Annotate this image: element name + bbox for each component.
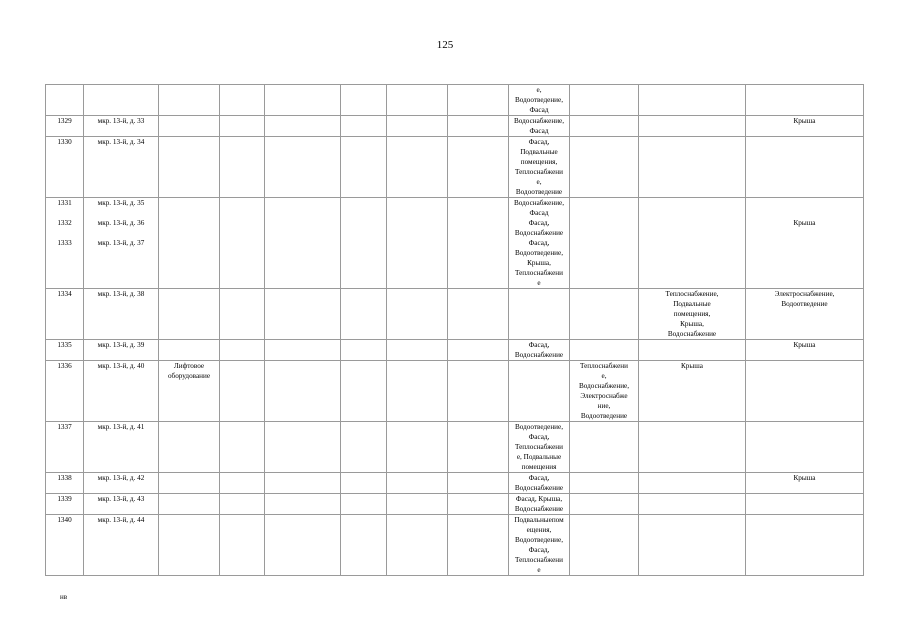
lift-equipment-cell [159,494,220,515]
works-cell-b [570,422,639,473]
empty-cell [265,494,341,515]
works-cell-a: Водоснабжение, Фасад [509,116,570,137]
works-cell-a [509,361,570,422]
empty-cell [265,361,341,422]
empty-cell [341,361,387,422]
works-cell-d: Крыша [746,198,864,289]
lift-equipment-cell [159,116,220,137]
empty-cell [265,116,341,137]
repair-schedule-table [45,84,864,576]
address-cell [84,85,159,116]
table-row [46,137,864,198]
empty-cell [448,494,509,515]
works-cell-a: Водоотведение, Фасад, Теплоснабжени е, Подвальные помещения [509,422,570,473]
works-cell-a: Фасад, Подвальные помещения, Теплоснабжени е, Водоотведение [509,137,570,198]
works-cell-b [570,198,639,289]
row-number: 1334 [46,289,84,340]
works-cell-d [746,494,864,515]
row-number: 1338 [46,473,84,494]
works-cell-d [746,515,864,576]
empty-cell [387,361,448,422]
works-cell-c [639,85,746,116]
works-cell-c [639,422,746,473]
table-row [46,473,864,494]
address-cell: мкр. 13-й, д. 33 [84,116,159,137]
lift-equipment-cell [159,85,220,116]
table-row [46,198,864,289]
empty-cell [387,198,448,289]
works-cell-b [570,515,639,576]
works-cell-c [639,137,746,198]
row-number [46,85,84,116]
empty-cell [448,198,509,289]
works-cell-d: Крыша [746,116,864,137]
empty-cell [341,198,387,289]
table-row [46,361,864,422]
works-cell-a [509,289,570,340]
empty-cell [387,473,448,494]
empty-cell [220,361,265,422]
works-cell-a: Водоснабжение, Фасад Фасад, Водоснабжение Фасад, Водоотведение, Крыша, Теплоснабжени е [509,198,570,289]
works-cell-c [639,198,746,289]
address-cell: мкр. 13-й, д. 43 [84,494,159,515]
lift-equipment-cell [159,289,220,340]
works-cell-d [746,85,864,116]
works-cell-b [570,473,639,494]
empty-cell [220,422,265,473]
page-number: 125 [436,39,454,51]
lift-equipment-cell: Лифтовое оборудование [159,361,220,422]
works-cell-b [570,116,639,137]
empty-cell [341,137,387,198]
table-row [46,422,864,473]
empty-cell [341,116,387,137]
works-cell-d [746,422,864,473]
works-cell-b [570,494,639,515]
table-row [46,515,864,576]
works-cell-b [570,85,639,116]
lift-equipment-cell [159,473,220,494]
table-body [46,85,864,576]
empty-cell [448,116,509,137]
works-cell-c [639,494,746,515]
empty-cell [265,515,341,576]
empty-cell [387,289,448,340]
empty-cell [387,340,448,361]
empty-cell [387,515,448,576]
works-cell-d: Электроснабжение, Водоотведение [746,289,864,340]
works-cell-a: Подвальныепом ещения, Водоотведение, Фасад, Теплоснабжени е [509,515,570,576]
works-cell-a: Фасад, Водоснабжение [509,340,570,361]
empty-cell [220,85,265,116]
address-cell: мкр. 13-й, д. 34 [84,137,159,198]
lift-equipment-cell [159,198,220,289]
works-cell-c [639,473,746,494]
lift-equipment-cell [159,422,220,473]
empty-cell [220,116,265,137]
empty-cell [448,361,509,422]
empty-cell [220,515,265,576]
works-cell-a: Фасад, Крыша, Водоснабжение [509,494,570,515]
empty-cell [341,85,387,116]
address-cell: мкр. 13-й, д. 42 [84,473,159,494]
empty-cell [387,494,448,515]
works-cell-b [570,340,639,361]
row-number: 1336 [46,361,84,422]
works-cell-d: Крыша [746,473,864,494]
table-row [46,340,864,361]
empty-cell [341,289,387,340]
empty-cell [387,85,448,116]
empty-cell [265,137,341,198]
empty-cell [265,340,341,361]
works-cell-b: Теплоснабжени е, Водоснабжение, Электроснабже ние, Водоотведение [570,361,639,422]
address-cell: мкр. 13-й, д. 40 [84,361,159,422]
row-number: 1340 [46,515,84,576]
lift-equipment-cell [159,515,220,576]
works-cell-c: Крыша [639,361,746,422]
empty-cell [448,422,509,473]
empty-cell [341,422,387,473]
works-cell-c [639,116,746,137]
empty-cell [341,340,387,361]
empty-cell [220,289,265,340]
empty-cell [448,85,509,116]
works-cell-a: е, Водоотведение, Фасад [509,85,570,116]
row-number: 1335 [46,340,84,361]
empty-cell [220,340,265,361]
works-cell-d: Крыша [746,340,864,361]
empty-cell [341,473,387,494]
row-number: 1337 [46,422,84,473]
empty-cell [265,289,341,340]
row-number: 1331 1332 1333 [46,198,84,289]
address-cell: мкр. 13-й, д. 44 [84,515,159,576]
address-cell: мкр. 13-й, д. 35 мкр. 13-й, д. 36 мкр. 13-й, д. 37 [84,198,159,289]
address-cell: мкр. 13-й, д. 38 [84,289,159,340]
works-cell-c [639,340,746,361]
table-row [46,85,864,116]
empty-cell [265,198,341,289]
address-cell: мкр. 13-й, д. 41 [84,422,159,473]
empty-cell [341,515,387,576]
table-row [46,289,864,340]
empty-cell [220,473,265,494]
works-cell-d [746,361,864,422]
empty-cell [265,473,341,494]
works-cell-a: Фасад, Водоснабжение [509,473,570,494]
empty-cell [265,85,341,116]
table-row [46,116,864,137]
works-cell-b [570,289,639,340]
address-cell: мкр. 13-й, д. 39 [84,340,159,361]
works-cell-c: Теплоснабжение, Подвальные помещения, Крыша, Водоснабжение [639,289,746,340]
row-number: 1329 [46,116,84,137]
table-row [46,494,864,515]
empty-cell [448,473,509,494]
empty-cell [387,422,448,473]
empty-cell [448,137,509,198]
empty-cell [220,198,265,289]
footer-mark: нв [60,593,68,601]
empty-cell [448,289,509,340]
works-cell-b [570,137,639,198]
row-number: 1339 [46,494,84,515]
empty-cell [448,515,509,576]
empty-cell [220,494,265,515]
empty-cell [220,137,265,198]
empty-cell [341,494,387,515]
empty-cell [387,137,448,198]
row-number: 1330 [46,137,84,198]
works-cell-d [746,137,864,198]
empty-cell [448,340,509,361]
lift-equipment-cell [159,340,220,361]
works-cell-c [639,515,746,576]
empty-cell [265,422,341,473]
empty-cell [387,116,448,137]
lift-equipment-cell [159,137,220,198]
